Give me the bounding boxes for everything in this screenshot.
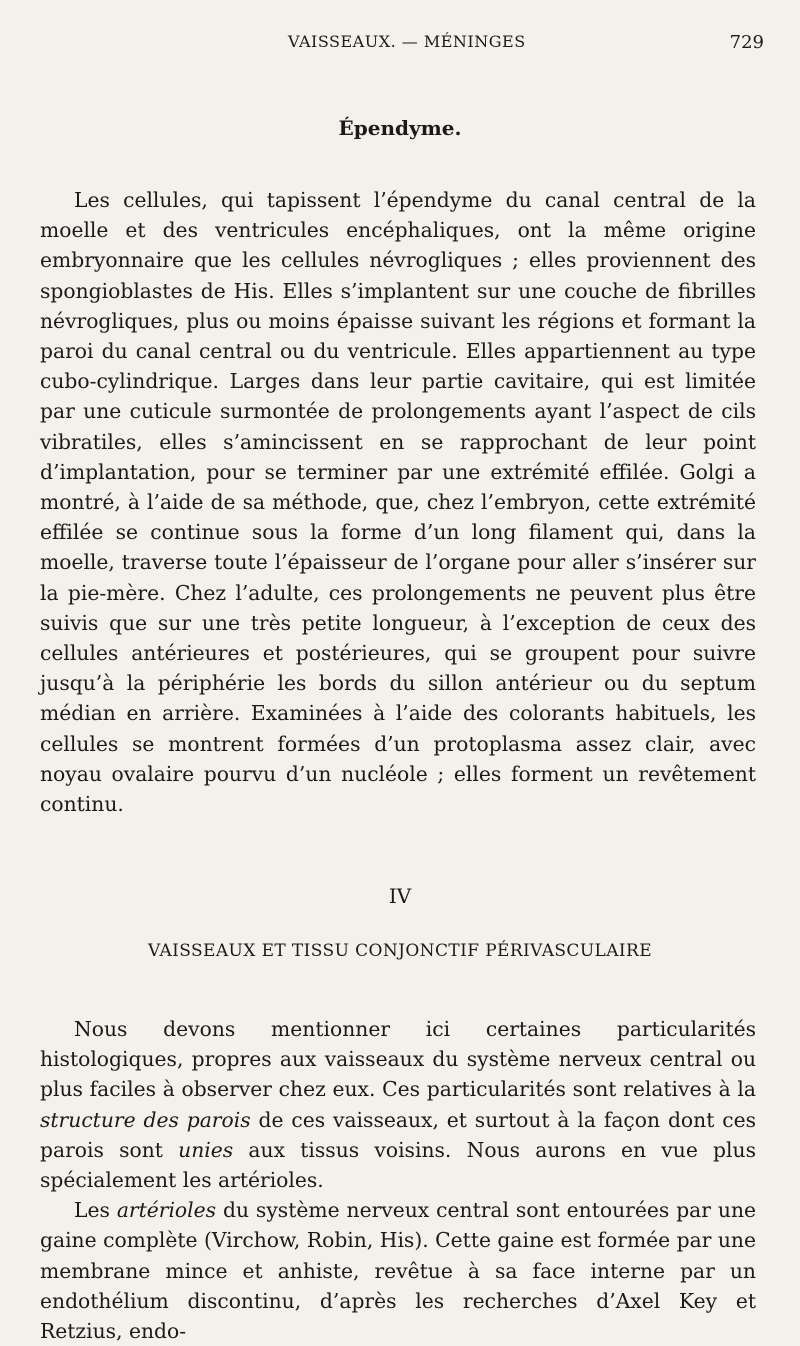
italic-run: artérioles (116, 1198, 217, 1223)
vaisseaux-body (40, 1014, 756, 1346)
ependyme-paragraph: Les cellules, qui tapissent l’épendyme du canal central de la moelle et des ventricules encéphaliques, ont la même origine embryonnaire que les cellules névrogliques ; elles proviennent des spongioblastes de His. Elles s’implantent sur une couche de fibrilles névrogliques, plus ou moins épaisse suivant les régions et formant la paroi du canal central ou du ventricule. Elles appartiennent au type cubo-cylindrique. Larges dans leur partie cavitaire, qui est limitée par une cuticule surmontée de prolongements ayant l’aspect de cils vibratiles, elles s’amincissent en se rapprochant de leur point d’implantation, pour se terminer par une extrémité effilée. Golgi a montré, à l’aide de sa méthode, que, chez l’embryon, cette extrémité effilée se continue sous la forme d’un long filament qui, dans la moelle, traverse toute l’épaisseur de l’organe pour aller s’insérer sur la pie-mère. Chez l’adulte, ces prolongements ne peuvent plus être suivis que sur une très petite longueur, à l’exception de ceux des cellules antérieures et postérieures, qui se groupent pour suivre jusqu’à la périphérie les bords du sillon antérieur ou du septum médian en arrière. Examinées à l’aide des colorants habituels, les cellules se montrent formées d’un protoplasma assez clair, avec noyau ovalaire pourvu d’un nucléole ; elles forment un revêtement continu. (40, 188, 756, 817)
italic-run: structure des parois (40, 1107, 251, 1132)
text-run: aux tissus voisins. Nous aurons en vue plus spécialement les artérioles. (40, 1137, 756, 1193)
page-header (0, 30, 800, 60)
chapter-number: IV (388, 884, 412, 908)
text-run: de ces vaisseaux, et surtout à la façon dont ces parois sont (40, 1107, 756, 1162)
italic-run: unies (178, 1137, 234, 1162)
vaisseaux-paragraph-2 (40, 1195, 756, 1346)
section-title: Épendyme. (338, 116, 462, 140)
chapter-title: VAISSEAUX ET TISSU CONJONCTIF PÉRIVASCULAIRE (147, 941, 653, 961)
running-head: VAISSEAUX. — MÉNINGES (288, 32, 526, 51)
ependyme-body (40, 185, 756, 819)
text-run: Les (74, 1198, 117, 1223)
text-run: du système nerveux central sont entourées par une gaine complète (Virchow, Robin, His). Cette gaine est formée par une membrane mince et anhiste, revêtue à sa face interne par un endothélium discontinu, d’après les recherches d’Axel Key et Retzius, endo- (40, 1198, 757, 1344)
vaisseaux-paragraph-1 (40, 1014, 756, 1195)
text-run: Nous devons mentionner ici certaines particularités histologiques, propres aux vaisseaux du système nerveux central ou plus faciles à observer chez eux. Ces particularités sont relatives à la (40, 1017, 756, 1102)
page-number: 729 (729, 32, 764, 53)
